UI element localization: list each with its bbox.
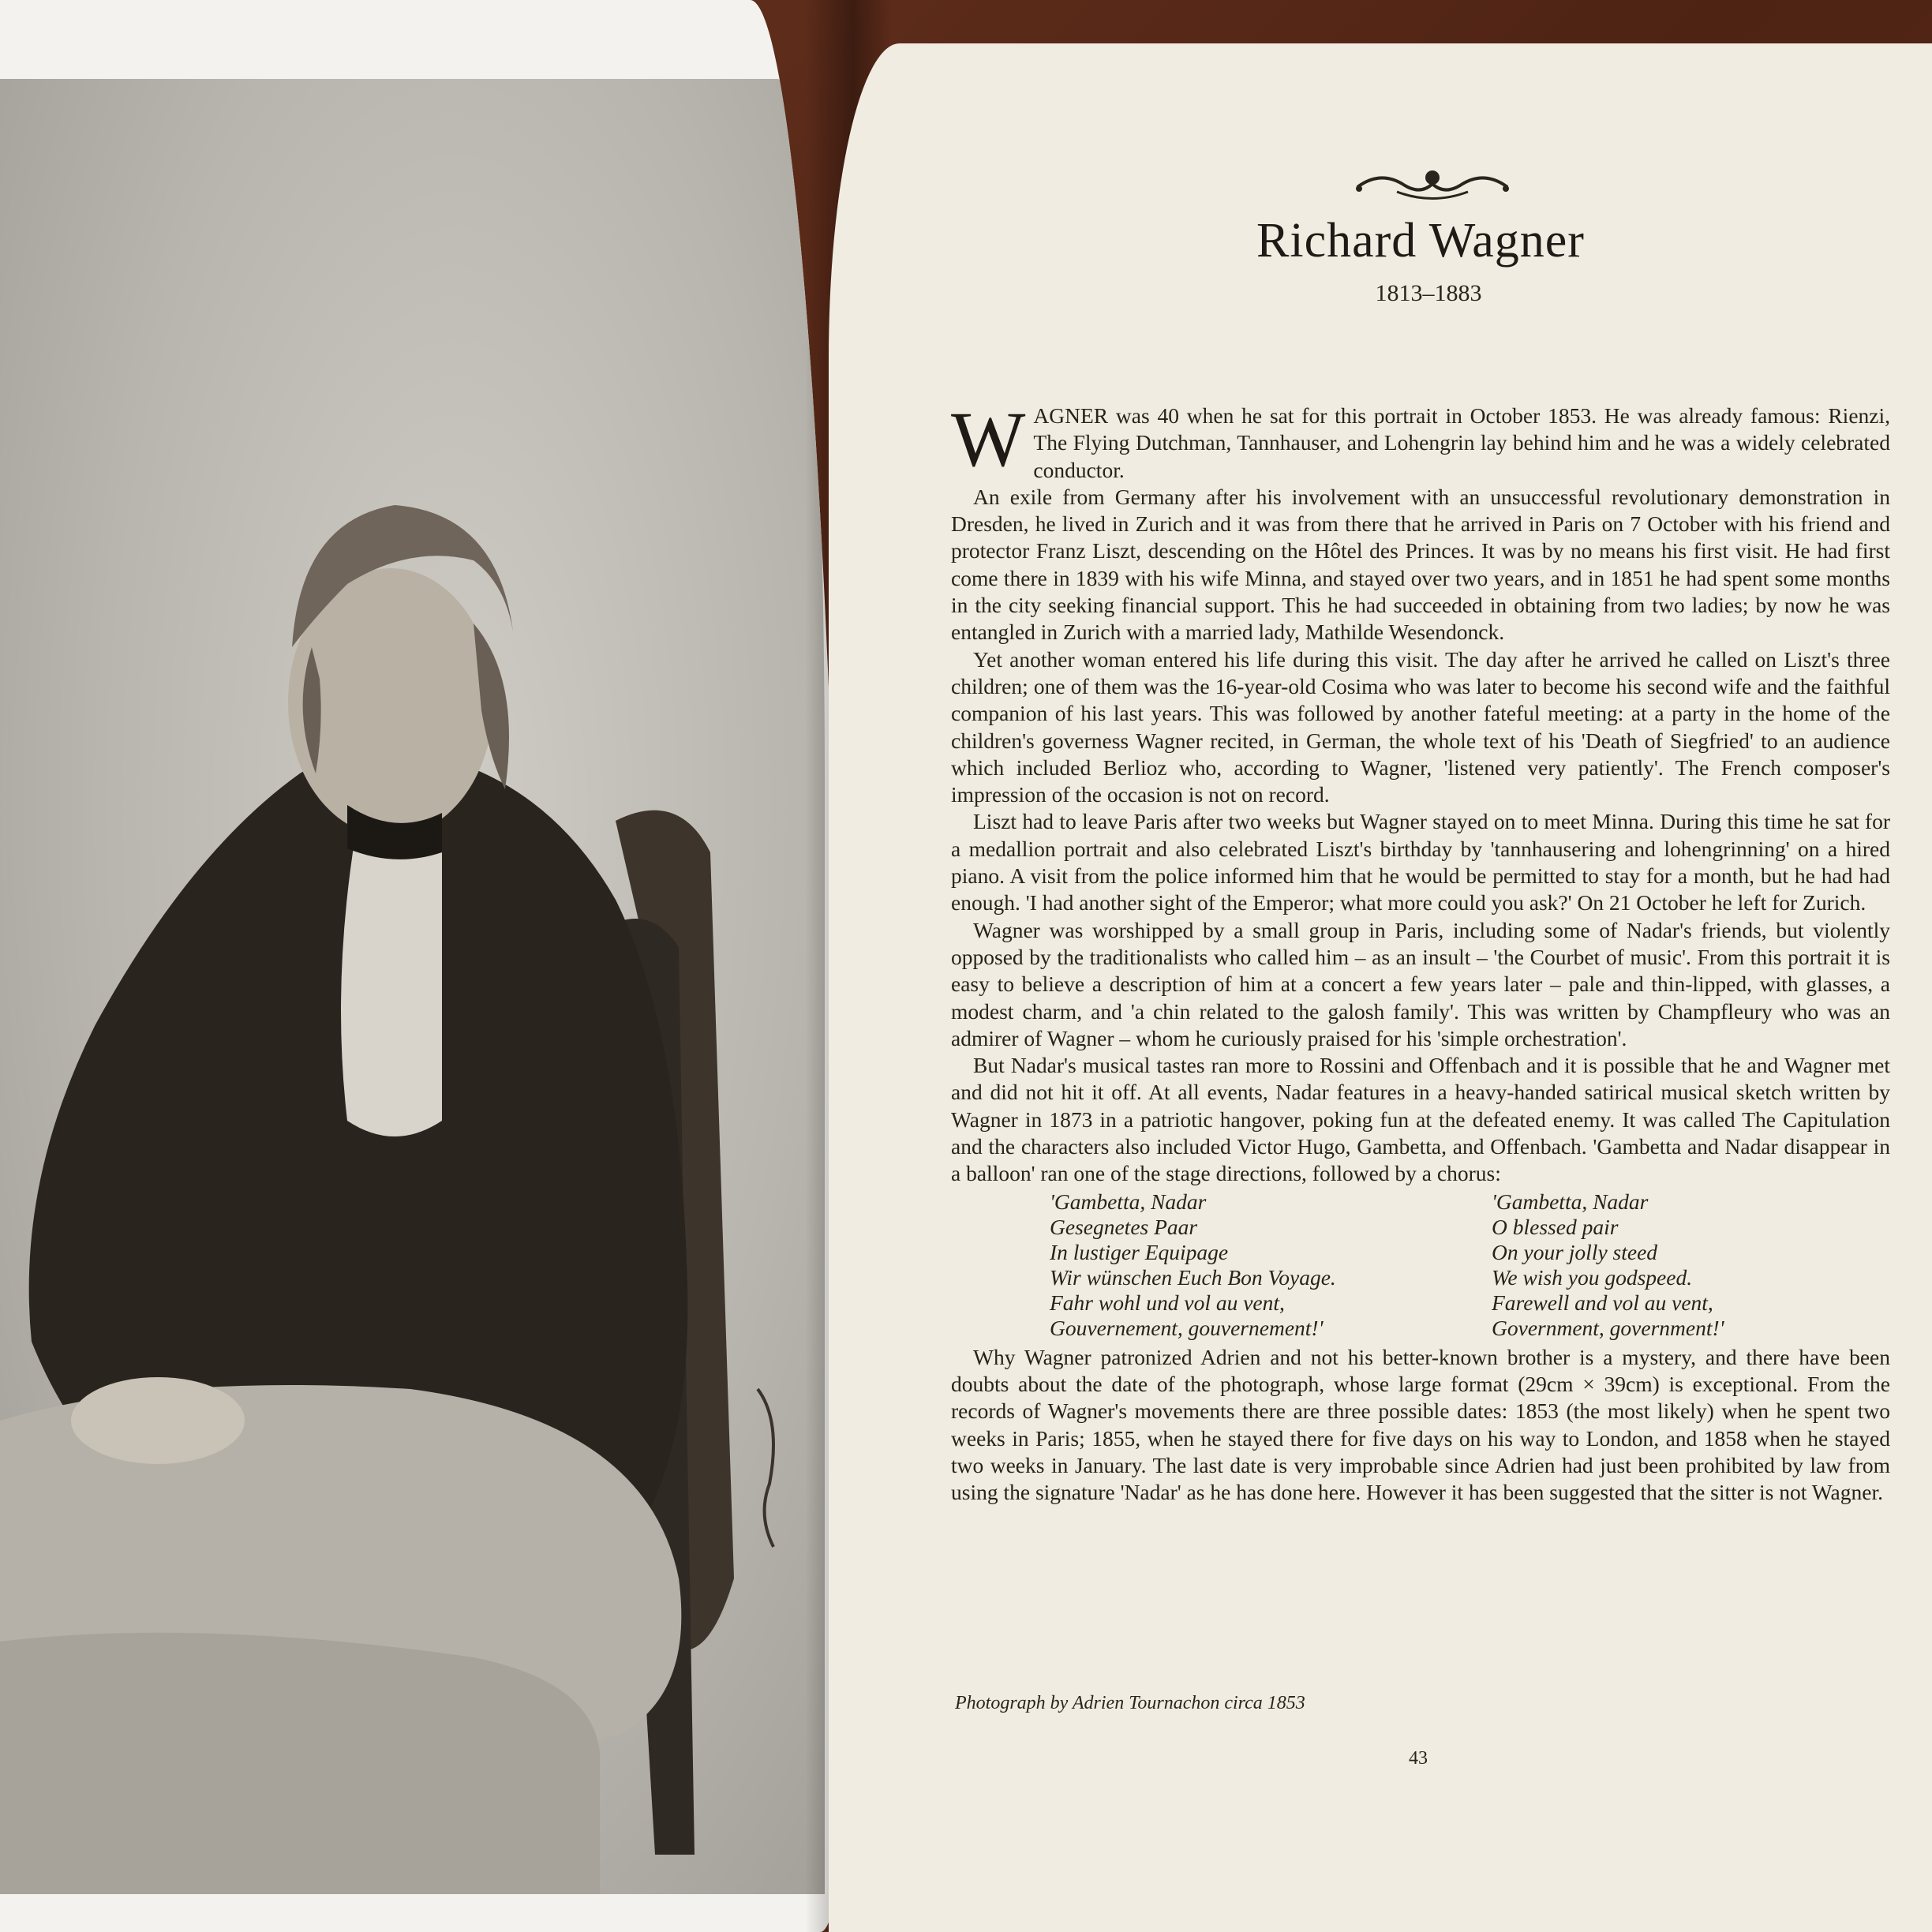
article-body <box>951 395 1890 1506</box>
portrait-photograph <box>0 79 825 1894</box>
paragraph: But Nadar's musical tastes ran more to Rossini and Offenbach and it is possible that he and Wagner met and did not hit it off. At all events, Nadar features in a heavy-handed satirical musical sketch written by Wagner in 1873 in a patriotic hangover, poking fun at the defeated enemy. It was called The Capitulation and the characters also included Victor Hugo, Gambetta, and Offenbach. 'Gambetta and Nadar disappear in a balloon' ran one of the stage directions, followed by a chorus: <box>951 1053 1890 1186</box>
right-page <box>829 43 1932 1932</box>
poem-line: 'Gambetta, Nadar <box>1492 1189 1649 1214</box>
poem-line: 'Gambetta, Nadar <box>1050 1189 1207 1214</box>
poem-english <box>1492 1189 1823 1341</box>
drop-cap: W <box>951 395 1026 483</box>
photo-caption: Photograph by Adrien Tournachon circa 1853 <box>955 1693 1305 1713</box>
paragraph: Why Wagner patronized Adrien and not his better-known brother is a mystery, and there have been doubts about the date of the photograph, whose large format (29cm × 39cm) is exceptional. From the records of Wagner's movements there are three possible dates: 1853 (the most likely) when he spent two weeks in Paris; 1855, when he stayed there for five days on his way to London, and 1858 when he stayed two weeks in January. The last date is very improbable since Adrien had just been prohibited by law from using the signature 'Nadar' as he has done here. However it has been suggested that the sitter is not Wagner. <box>951 1344 1890 1505</box>
poem-line: Wir wünschen Euch Bon Voyage. <box>1050 1264 1336 1290</box>
poem-line: O blessed pair <box>1492 1214 1619 1239</box>
poem-german <box>1050 1189 1492 1341</box>
paragraph: Yet another woman entered his life during this visit. The day after he arrived he called on Liszt's three children; one of them was the 16-year-old Cosima who was later to become his second wife and the faithful companion of his last years. This was followed by another fateful meeting: at a party in the home of the children's governess Wagner recited, in German, the whole text of his 'Death of Siegfried' to an audience which included Berlioz who, according to Wagner, 'listened very patiently'. The French composer's impression of the occasion is not on record. <box>951 646 1890 807</box>
poem-line: Gesegnetes Paar <box>1050 1214 1198 1239</box>
left-page <box>0 0 848 1932</box>
poem-line: We wish you godspeed. <box>1492 1264 1693 1290</box>
paragraph: Wagner was worshipped by a small group in Paris, including some of Nadar's friends, but violently opposed by the traditionalists who called him – as an insult – 'the Courbet of music'. From this portrait it is easy to believe a description of him at a concert a few years later – pale and thin-lipped, with glasses, a modest charm, and 'a chin related to the galosh family'. This was written by Champfleury who was an admirer of Wagner – whom he curiously praised for his 'simple orchestration'. <box>951 917 1890 1050</box>
chorus-poem <box>951 1189 1890 1341</box>
poem-line: Government, government!' <box>1492 1315 1724 1340</box>
poem-line: Fahr wohl und vol au vent, <box>1050 1290 1285 1315</box>
life-dates: 1813–1883 <box>1375 280 1482 306</box>
paragraph: An exile from Germany after his involvement with an unsuccessful revolutionary demonstration in Dresden, he lived in Zurich and it was from there that he arrived in Paris on 7 October with his friend and protector Franz Liszt, descending on the Hôtel des Princes. It was by no means his first visit. He had first come there in 1839 with his wife Minna, and stayed over two years, and in 1851 he had spent some months in the city seeking financial support. This he had succeeded in obtaining from two ladies; by now he was entangled in Zurich with a married lady, Mathilde Wesendonck. <box>951 484 1890 645</box>
page-number: 43 <box>1409 1748 1428 1769</box>
poem-line: Farewell and vol au vent, <box>1492 1290 1713 1315</box>
poem-line: On your jolly steed <box>1492 1239 1658 1264</box>
decorative-ornament <box>1350 162 1515 209</box>
poem-line: In lustiger Equipage <box>1050 1239 1229 1264</box>
paragraph: WAGNER was 40 when he sat for this portrait in October 1853. He was already famous: Rienzi, The Flying Dutchman, Tannhauser, and Lohengrin lay behind him and he was a widely celebrated conductor. <box>951 395 1890 483</box>
paragraph: Liszt had to leave Paris after two weeks but Wagner stayed on to meet Minna. During this time he sat for a medallion portrait and also celebrated Liszt's birthday by 'tannhausering and lohengrinning' on a hired piano. A visit from the police informed him that he would be permitted to stay for a month, but he had had enough. 'I had another sight of the Emperor; what more could you ask?' On 21 October he left for Zurich. <box>951 809 1890 915</box>
page-title: Richard Wagner <box>1256 214 1585 268</box>
poem-line: Gouvernement, gouvernement!' <box>1050 1315 1324 1340</box>
